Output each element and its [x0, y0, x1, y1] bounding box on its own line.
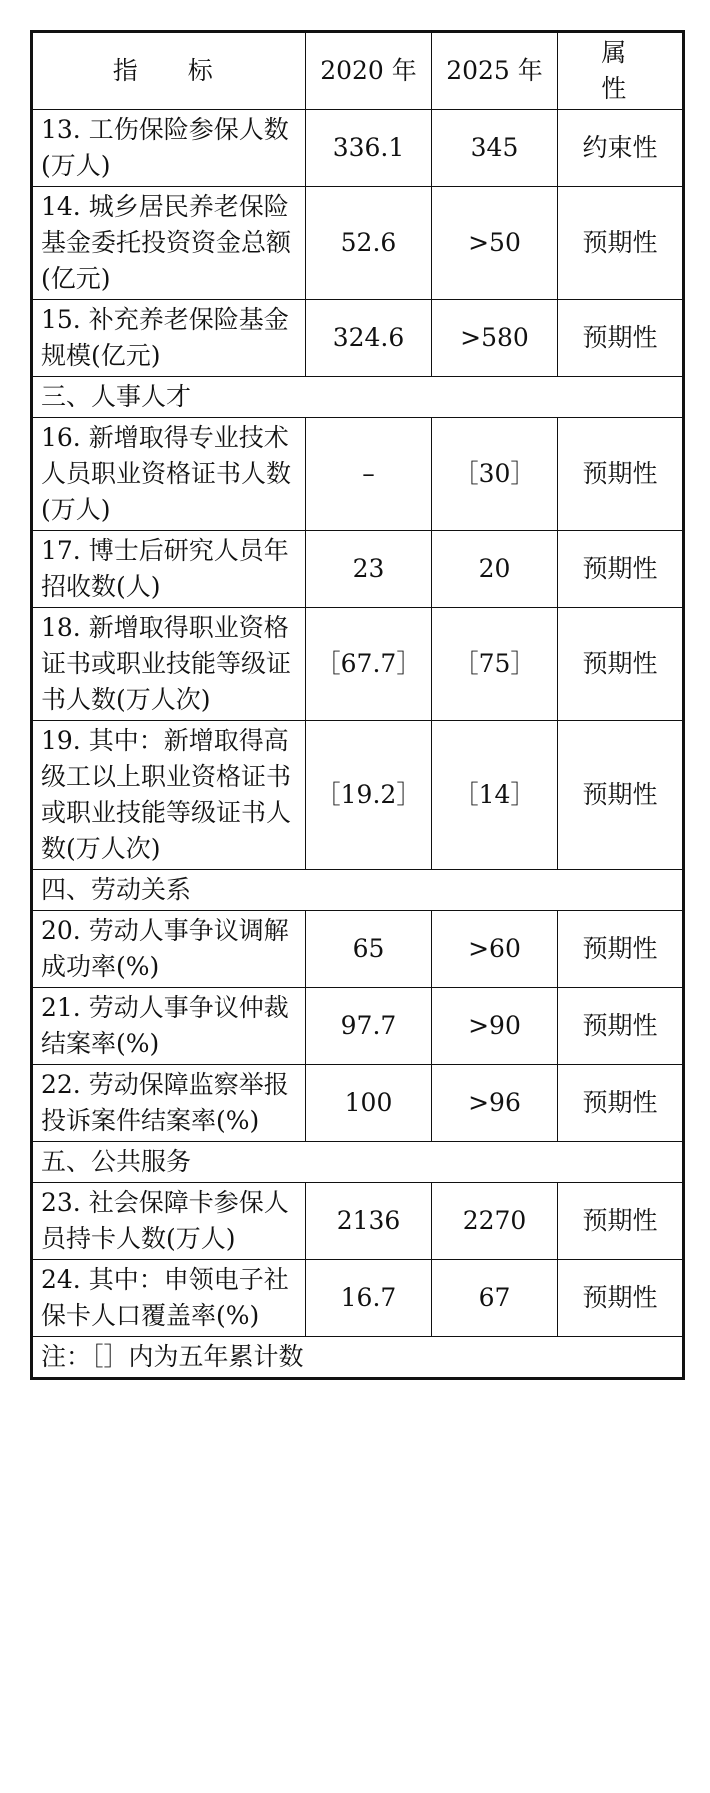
indicator-name-cell: 22. 劳动保障监察举报投诉案件结案率(%)	[32, 1065, 306, 1142]
table-row	[32, 911, 684, 988]
table-note: 注：［］内为五年累计数	[32, 1337, 684, 1379]
value-2020-cell: 2136	[306, 1183, 432, 1260]
header-2025: 2025 年	[432, 32, 558, 110]
attribute-cell: 预期性	[558, 531, 684, 608]
value-2025-cell: 67	[432, 1260, 558, 1337]
value-2025-cell: 345	[432, 110, 558, 187]
indicator-table	[30, 30, 685, 1380]
header-row	[32, 32, 684, 110]
value-2020-cell: 97.7	[306, 988, 432, 1065]
value-2025-cell: 2270	[432, 1183, 558, 1260]
indicator-name-cell: 14. 城乡居民养老保险基金委托投资资金总额(亿元)	[32, 187, 306, 300]
attribute-cell: 预期性	[558, 1260, 684, 1337]
table-row	[32, 988, 684, 1065]
indicator-name-cell: 24. 其中：申领电子社保卡人口覆盖率(%)	[32, 1260, 306, 1337]
attribute-cell: 预期性	[558, 1183, 684, 1260]
table-body	[32, 110, 684, 1337]
table-row	[32, 721, 684, 870]
section-title: 四、劳动关系	[32, 870, 684, 911]
value-2020-cell: ［67.7］	[306, 608, 432, 721]
table-row	[32, 187, 684, 300]
value-2025-cell: >50	[432, 187, 558, 300]
section-title: 五、公共服务	[32, 1142, 684, 1183]
value-2020-cell: 16.7	[306, 1260, 432, 1337]
value-2020-cell: ［19.2］	[306, 721, 432, 870]
table-row	[32, 1183, 684, 1260]
value-2025-cell: >60	[432, 911, 558, 988]
indicator-name-cell: 15. 补充养老保险基金规模(亿元)	[32, 300, 306, 377]
value-2020-cell: 52.6	[306, 187, 432, 300]
value-2025-cell: >580	[432, 300, 558, 377]
section-title: 三、人事人才	[32, 377, 684, 418]
attribute-cell: 预期性	[558, 721, 684, 870]
indicator-name-cell: 13. 工伤保险参保人数(万人)	[32, 110, 306, 187]
table-row	[32, 418, 684, 531]
attribute-cell: 预期性	[558, 608, 684, 721]
value-2020-cell: 324.6	[306, 300, 432, 377]
attribute-cell: 预期性	[558, 1065, 684, 1142]
attribute-cell: 约束性	[558, 110, 684, 187]
section-row	[32, 870, 684, 911]
value-2020-cell: 336.1	[306, 110, 432, 187]
indicator-name-cell: 19. 其中：新增取得高级工以上职业资格证书或职业技能等级证书人数(万人次)	[32, 721, 306, 870]
value-2025-cell: >96	[432, 1065, 558, 1142]
note-row	[32, 1337, 684, 1379]
value-2025-cell: 20	[432, 531, 558, 608]
attribute-cell: 预期性	[558, 418, 684, 531]
value-2025-cell: ［75］	[432, 608, 558, 721]
value-2025-cell: ［30］	[432, 418, 558, 531]
attribute-cell: 预期性	[558, 300, 684, 377]
section-row	[32, 1142, 684, 1183]
header-indicator: 指 标	[32, 32, 306, 110]
indicator-name-cell: 17. 博士后研究人员年招收数(人)	[32, 531, 306, 608]
value-2020-cell: 100	[306, 1065, 432, 1142]
value-2025-cell: >90	[432, 988, 558, 1065]
attribute-cell: 预期性	[558, 187, 684, 300]
value-2025-cell: ［14］	[432, 721, 558, 870]
value-2020-cell: 23	[306, 531, 432, 608]
table-row	[32, 110, 684, 187]
table-row	[32, 1065, 684, 1142]
indicator-name-cell: 21. 劳动人事争议仲裁结案率(%)	[32, 988, 306, 1065]
indicator-name-cell: 16. 新增取得专业技术人员职业资格证书人数(万人)	[32, 418, 306, 531]
value-2020-cell: 65	[306, 911, 432, 988]
value-2020-cell: –	[306, 418, 432, 531]
attribute-cell: 预期性	[558, 988, 684, 1065]
table-row	[32, 531, 684, 608]
header-attribute: 属 性	[558, 32, 684, 110]
table-row	[32, 300, 684, 377]
section-row	[32, 377, 684, 418]
indicator-name-cell: 23. 社会保障卡参保人员持卡人数(万人)	[32, 1183, 306, 1260]
attribute-cell: 预期性	[558, 911, 684, 988]
indicator-name-cell: 20. 劳动人事争议调解成功率(%)	[32, 911, 306, 988]
table-row	[32, 1260, 684, 1337]
table-row	[32, 608, 684, 721]
indicator-name-cell: 18. 新增取得职业资格证书或职业技能等级证书人数(万人次)	[32, 608, 306, 721]
header-2020: 2020 年	[306, 32, 432, 110]
